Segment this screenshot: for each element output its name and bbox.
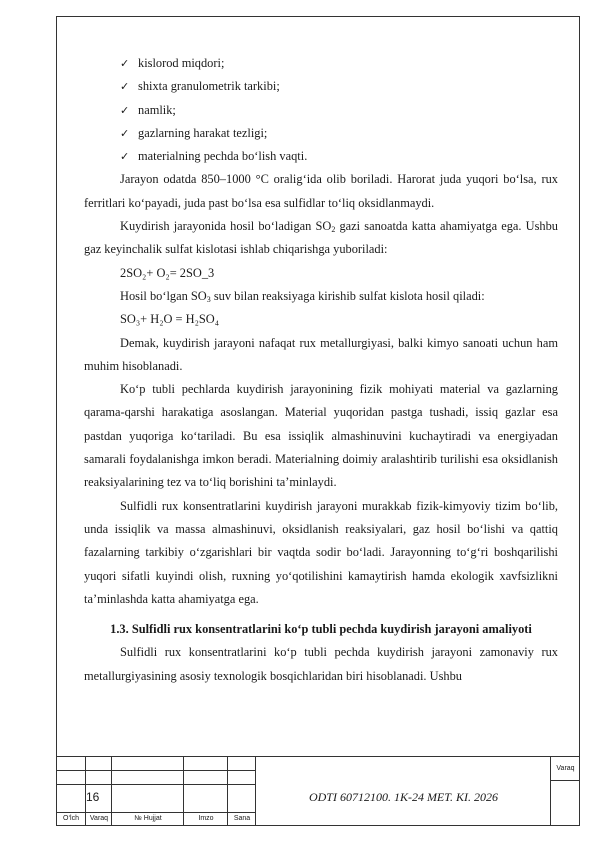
equation: 2SO₂+ O₂= 2SO_3 xyxy=(120,265,215,280)
paragraph: Sulfidli rux konsentratlarini kuydirish jarayoni murakkab fizik-kimyoviy tizim bo‘lib, unda issiqlik va massa almashinuvi, oksidlanish reaksiyalari, gaz hosil bo‘lishi va qattiq fazalarning tarkibiy o‘zgarishlari bir vaqtda sodir bo‘ladi. Jarayonning to‘g‘ri boshqarilishi yuqori sifatli kuyindi olish, ruxning yo‘qotilishini kamaytirish hamda ekologik xavfsizlikni ta’minlashda katta ahamiyatga ega. xyxy=(84,498,558,606)
list-item: ✓ materialning pechda bo‘lish vaqti. xyxy=(84,145,558,168)
document-body xyxy=(84,52,558,688)
paragraph: Ko‘p tubli pechlarda kuydirish jarayonining fizik mohiyati material va gazlarning qarama-qarshi harakatiga asoslangan. Material yuqoridan pastga tushadi, issiq gazlar esa pastdan yuqoriga ko‘tariladi. Bu esa issiqlik almashinuvini kuchaytiradi va energiyadan samarali foydalanishga imkon beradi. Materialning doimiy aralashtirib turilishi esa oksidlanish reaksiyalarining tez va to‘liq borishini ta’minlaydi. xyxy=(84,382,558,490)
list-item: ✓ kislorod miqdori; xyxy=(84,52,558,75)
checkmark-icon: ✓ xyxy=(120,103,130,117)
checkmark-icon: ✓ xyxy=(120,80,130,94)
checkmark-icon: ✓ xyxy=(120,126,130,140)
list-item: ✓ shixta granulometrik tarkibi; xyxy=(84,75,558,98)
paragraph: Sulfidli rux konsentratlarini ko‘p tubli pechda kuydirish jarayoni zamonaviy rux metallurgiyasining asosiy texnologik bosqichlaridan biri hisoblanadi. Ushbu xyxy=(84,645,558,683)
col-label: Imzo xyxy=(198,815,214,822)
col-label: № Hujjat xyxy=(134,815,162,822)
list-item: ✓ gazlarning harakat tezligi; xyxy=(84,122,558,145)
col-label: O‘lch xyxy=(63,815,79,822)
checkmark-icon: ✓ xyxy=(120,57,130,70)
paragraph: Kuydirish jarayonida hosil bo‘ladigan $SO_2$ gazi sanoatda katta ahamiyatga ega. Ushbu gaz keyinchalik sulfat kislotasi ishlab chiqarishga yuboriladi: xyxy=(84,219,558,257)
paragraph: Hosil bo‘lgan $SO_3$ suv bilan reaksiyaga kirishib sulfat kislota hosil qiladi: xyxy=(120,288,485,304)
col-label: Sana xyxy=(233,815,251,822)
list-item: ✓ namlik; xyxy=(84,99,558,122)
document-code: ODTI 60712100. 1K-24 MET. KI. 2026 xyxy=(308,790,499,804)
equation: SO₃+ H₂O = H₂SO₄ xyxy=(120,312,220,327)
sheet-label: Varaq xyxy=(556,765,575,772)
page-number: 16 xyxy=(86,790,100,804)
paragraph: Jarayon odatda 850–1000 °C oralig‘ida olib boriladi. Harorat juda yuqori bo‘lsa, rux ferritlari ko‘payadi, juda past bo‘lsa esa sulfidlar to‘liq oksidlanmaydi. xyxy=(84,172,558,210)
col-label: Varaq xyxy=(89,815,109,822)
section-heading: 1.3. Sulfidli rux konsentratlarini ko‘p tubli pechda kuydirish jarayoni amaliyoti xyxy=(110,622,532,637)
title-block xyxy=(56,756,580,826)
checkmark-icon: ✓ xyxy=(120,150,130,164)
paragraph: Demak, kuydirish jarayoni nafaqat rux metallurgiyasi, balki kimyo sanoati uchun ham muhim hisoblanadi. xyxy=(84,335,558,373)
